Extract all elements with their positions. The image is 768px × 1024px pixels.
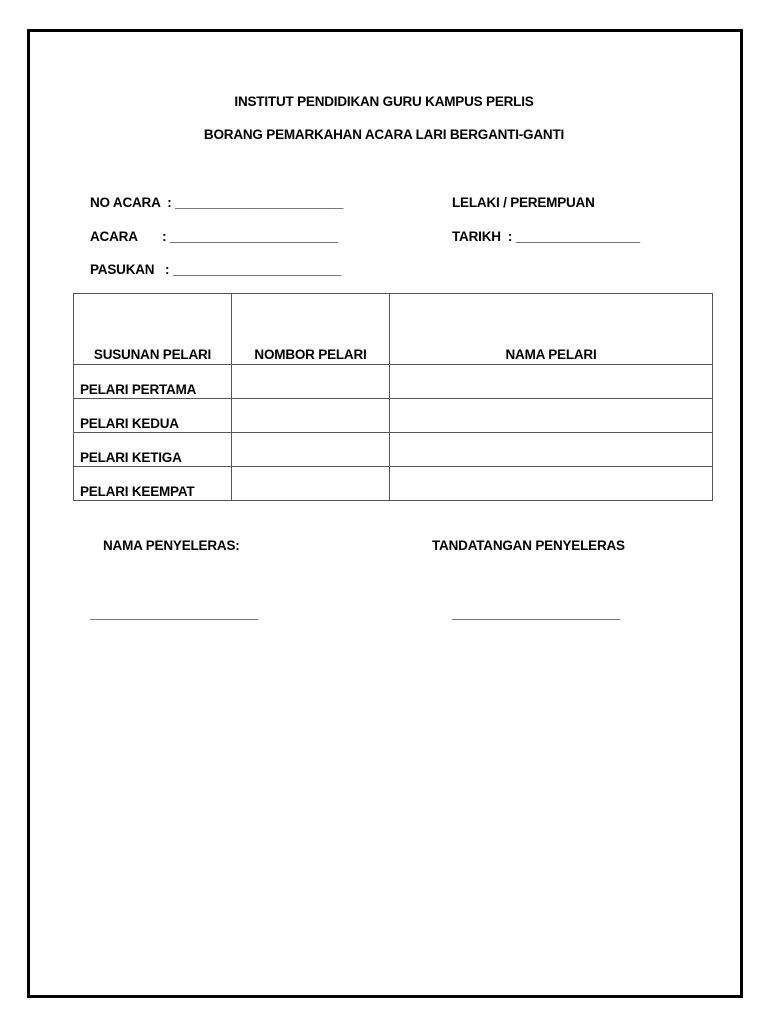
runner-order-cell: PELARI KEDUA (74, 399, 232, 433)
column-header-nama: NAMA PELARI (390, 294, 713, 365)
page-border (27, 29, 743, 998)
coordinator-name-label: NAMA PENYELERAS: (103, 538, 240, 553)
table-row (74, 433, 713, 467)
runner-name-cell[interactable] (390, 467, 713, 501)
runner-number-cell[interactable] (232, 365, 390, 399)
table-row (74, 365, 713, 399)
gender-field[interactable]: LELAKI / PEREMPUAN (452, 195, 595, 210)
table-row (74, 467, 713, 501)
institution-title: INSTITUT PENDIDIKAN GURU KAMPUS PERLIS (234, 94, 534, 109)
runner-table (73, 293, 713, 501)
coordinator-signature-label: TANDATANGAN PENYELERAS (432, 538, 625, 553)
coordinator-signature-line[interactable]: _______________________ (452, 606, 621, 621)
runner-number-cell[interactable] (232, 467, 390, 501)
runner-order-cell: PELARI PERTAMA (74, 365, 232, 399)
pasukan-field[interactable]: PASUKAN : _______________________ (90, 262, 341, 277)
table-header-row (74, 294, 713, 365)
column-header-nombor: NOMBOR PELARI (232, 294, 390, 365)
column-header-susunan: SUSUNAN PELARI (74, 294, 232, 365)
tarikh-field[interactable]: TARIKH : _________________ (452, 229, 640, 244)
runner-number-cell[interactable] (232, 399, 390, 433)
runner-name-cell[interactable] (390, 365, 713, 399)
runner-name-cell[interactable] (390, 399, 713, 433)
runner-order-cell: PELARI KEEMPAT (74, 467, 232, 501)
acara-field[interactable]: ACARA : _______________________ (90, 229, 339, 244)
coordinator-name-line[interactable]: _______________________ (90, 606, 259, 621)
runner-order-cell: PELARI KETIGA (74, 433, 232, 467)
no-acara-field[interactable]: NO ACARA : _______________________ (90, 195, 344, 210)
table-row (74, 399, 713, 433)
runner-number-cell[interactable] (232, 433, 390, 467)
runner-name-cell[interactable] (390, 433, 713, 467)
form-title: BORANG PEMARKAHAN ACARA LARI BERGANTI-GANTI (203, 127, 565, 142)
